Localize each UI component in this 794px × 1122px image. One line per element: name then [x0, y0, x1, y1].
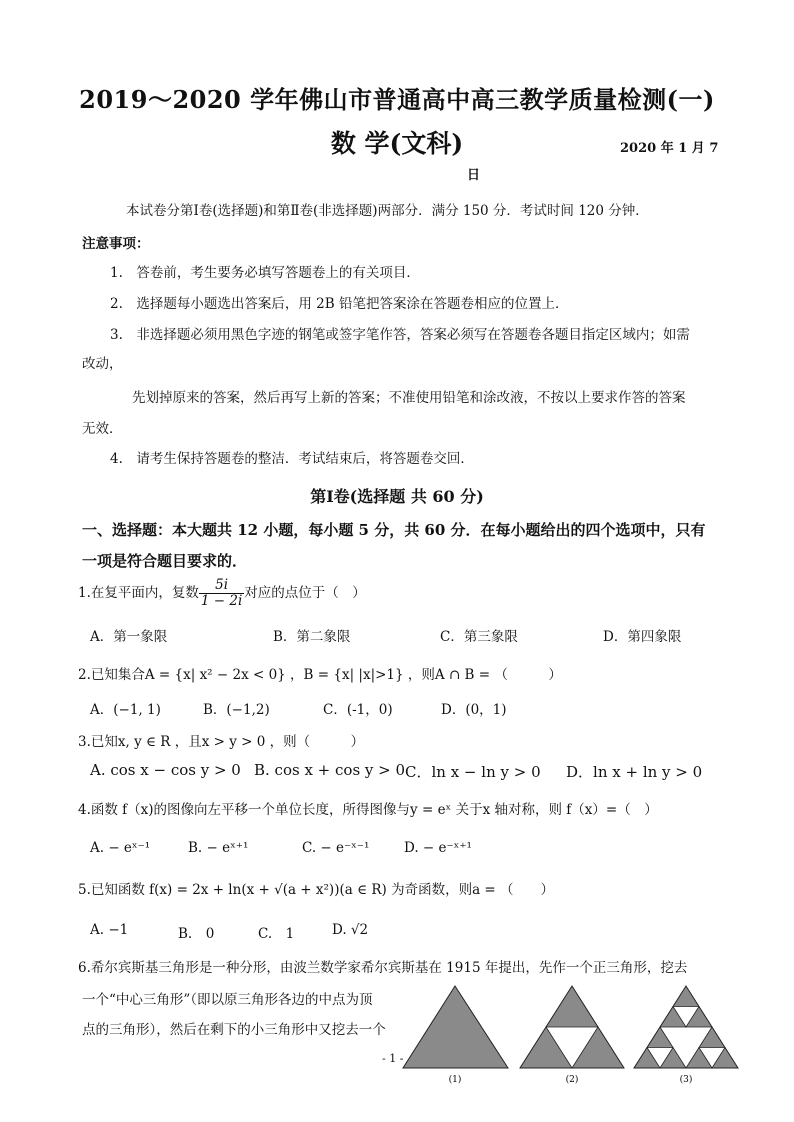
question-2-option-c: C．(-1，0): [323, 702, 393, 718]
question-2-stem: 2.已知集合A = {x| x² − 2x < 0} ，B = {x| |x|>1} ，则A ∩ B = （ ）: [78, 667, 562, 683]
section-title: 第Ⅰ卷(选择题 共 60 分): [310, 487, 484, 506]
question-1-option-b: B．第二象限: [273, 629, 351, 645]
exam-date-continued: 日: [467, 168, 481, 183]
notes-heading: 注意事项：: [82, 236, 150, 252]
notes-item-2: 2. 选择题每小题选出答案后，用 2B 铅笔把答案涂在答题卷相应的位置上．: [110, 296, 569, 312]
question-1-option-d: D．第四象限: [603, 629, 682, 645]
question-1-option-c: C．第三象限: [440, 629, 518, 645]
notes-item-4: 4. 请考生保持答题卷的整洁．考试结束后，将答题卷交回．: [110, 451, 474, 467]
question-5-option-d: D. √2: [332, 922, 369, 938]
question-1-numerator: 5i: [199, 578, 244, 594]
subject-title: 数 学(文科): [330, 129, 464, 158]
sierpinski-figure-3: [634, 986, 738, 1068]
question-5-option-c: C. 1: [258, 926, 295, 942]
figure-2-label: (2): [565, 1075, 579, 1085]
figure-1-label: (1): [448, 1075, 462, 1085]
notes-item-3-line-2: 改动，: [82, 356, 123, 372]
notes-item-3-line-1: 3. 非选择题必须用黑色字迹的钢笔或签字笔作答，答案必须写在答题卷各题目指定区域内；如需: [110, 327, 690, 343]
page-number: - 1 -: [382, 1052, 404, 1065]
question-2-option-b: B．(−1,2): [203, 702, 270, 718]
intro-text: 本试卷分第Ⅰ卷(选择题)和第Ⅱ卷(非选择题)两部分．满分 150 分．考试时间 120 分钟．: [126, 203, 649, 219]
question-1-suffix: 对应的点位于（ ）: [244, 584, 366, 601]
sierpinski-figure-2: [520, 986, 624, 1068]
question-1-denominator: 1 − 2i: [200, 592, 243, 609]
question-4-option-d: D. − e⁻ˣ⁺¹: [404, 840, 472, 856]
question-4-option-b: B. − eˣ⁺¹: [188, 840, 249, 856]
question-3-option-d: D．ln x + ln y > 0: [566, 763, 703, 781]
question-1-prefix: 1.在复平面内，复数: [78, 584, 199, 601]
question-6-line-3: 点的三角形），然后在剩下的小三角形中又挖去一个: [82, 1022, 386, 1038]
question-3-option-b: B. cos x + cos y > 0: [254, 761, 406, 779]
question-5-option-a: A. −1: [90, 922, 129, 938]
question-5-stem: 5.已知函数 f(x) = 2x + ln(x + √(a + x²))(a ∈ R) 为奇函数，则a = （ ）: [78, 882, 555, 898]
exam-title: 2019～2020 学年佛山市普通高中高三教学质量检测(一): [79, 85, 715, 114]
question-2-option-a: A．(−1, 1): [90, 702, 161, 718]
question-1-option-a: A．第一象限: [90, 629, 168, 645]
part-heading-line-2: 一项是符合题目要求的．: [82, 552, 248, 570]
question-3-option-a: A. cos x − cos y > 0: [90, 761, 241, 779]
question-2-option-d: D．(0，1): [441, 702, 507, 718]
part-heading-line-1: 一、选择题：本大题共 12 小题，每小题 5 分，共 60 分．在每小题给出的四个选项中，只有: [82, 521, 706, 539]
question-4-option-c: C. − e⁻ˣ⁻¹: [302, 840, 370, 856]
question-3-option-c: C．ln x − ln y > 0: [405, 763, 541, 781]
question-6-line-2: 一个“中心三角形”（即以原三角形各边的中点为顶: [82, 992, 373, 1008]
notes-item-1: 1. 答卷前，考生要务必填写答题卷上的有关项目．: [110, 265, 420, 281]
question-5-option-b: B. 0: [178, 926, 215, 942]
sierpinski-figure-1: [403, 986, 508, 1068]
exam-date: 2020 年 1 月 7: [620, 141, 719, 156]
question-4-stem: 4.函数 f（x)的图像向左平移一个单位长度，所得图像与y = eˣ 关于x 轴对称，则 f（x）=（ ）: [78, 802, 658, 818]
question-4-option-a: A. − eˣ⁻¹: [90, 840, 151, 856]
notes-item-3-line-4: 无效．: [82, 421, 123, 437]
notes-item-3-line-3: 先划掉原来的答案，然后再写上新的答案；不准使用铅笔和涂改液，不按以上要求作答的答案: [132, 390, 686, 406]
question-3-stem: 3.已知x, y ∈ R ，且x > y > 0 ，则（ ）: [78, 734, 365, 750]
question-6-line-1: 6.希尔宾斯基三角形是一种分形，由波兰数学家希尔宾斯基在 1915 年提出，先作一个正三角形，挖去: [78, 960, 688, 976]
figure-3-label: (3): [679, 1075, 693, 1085]
